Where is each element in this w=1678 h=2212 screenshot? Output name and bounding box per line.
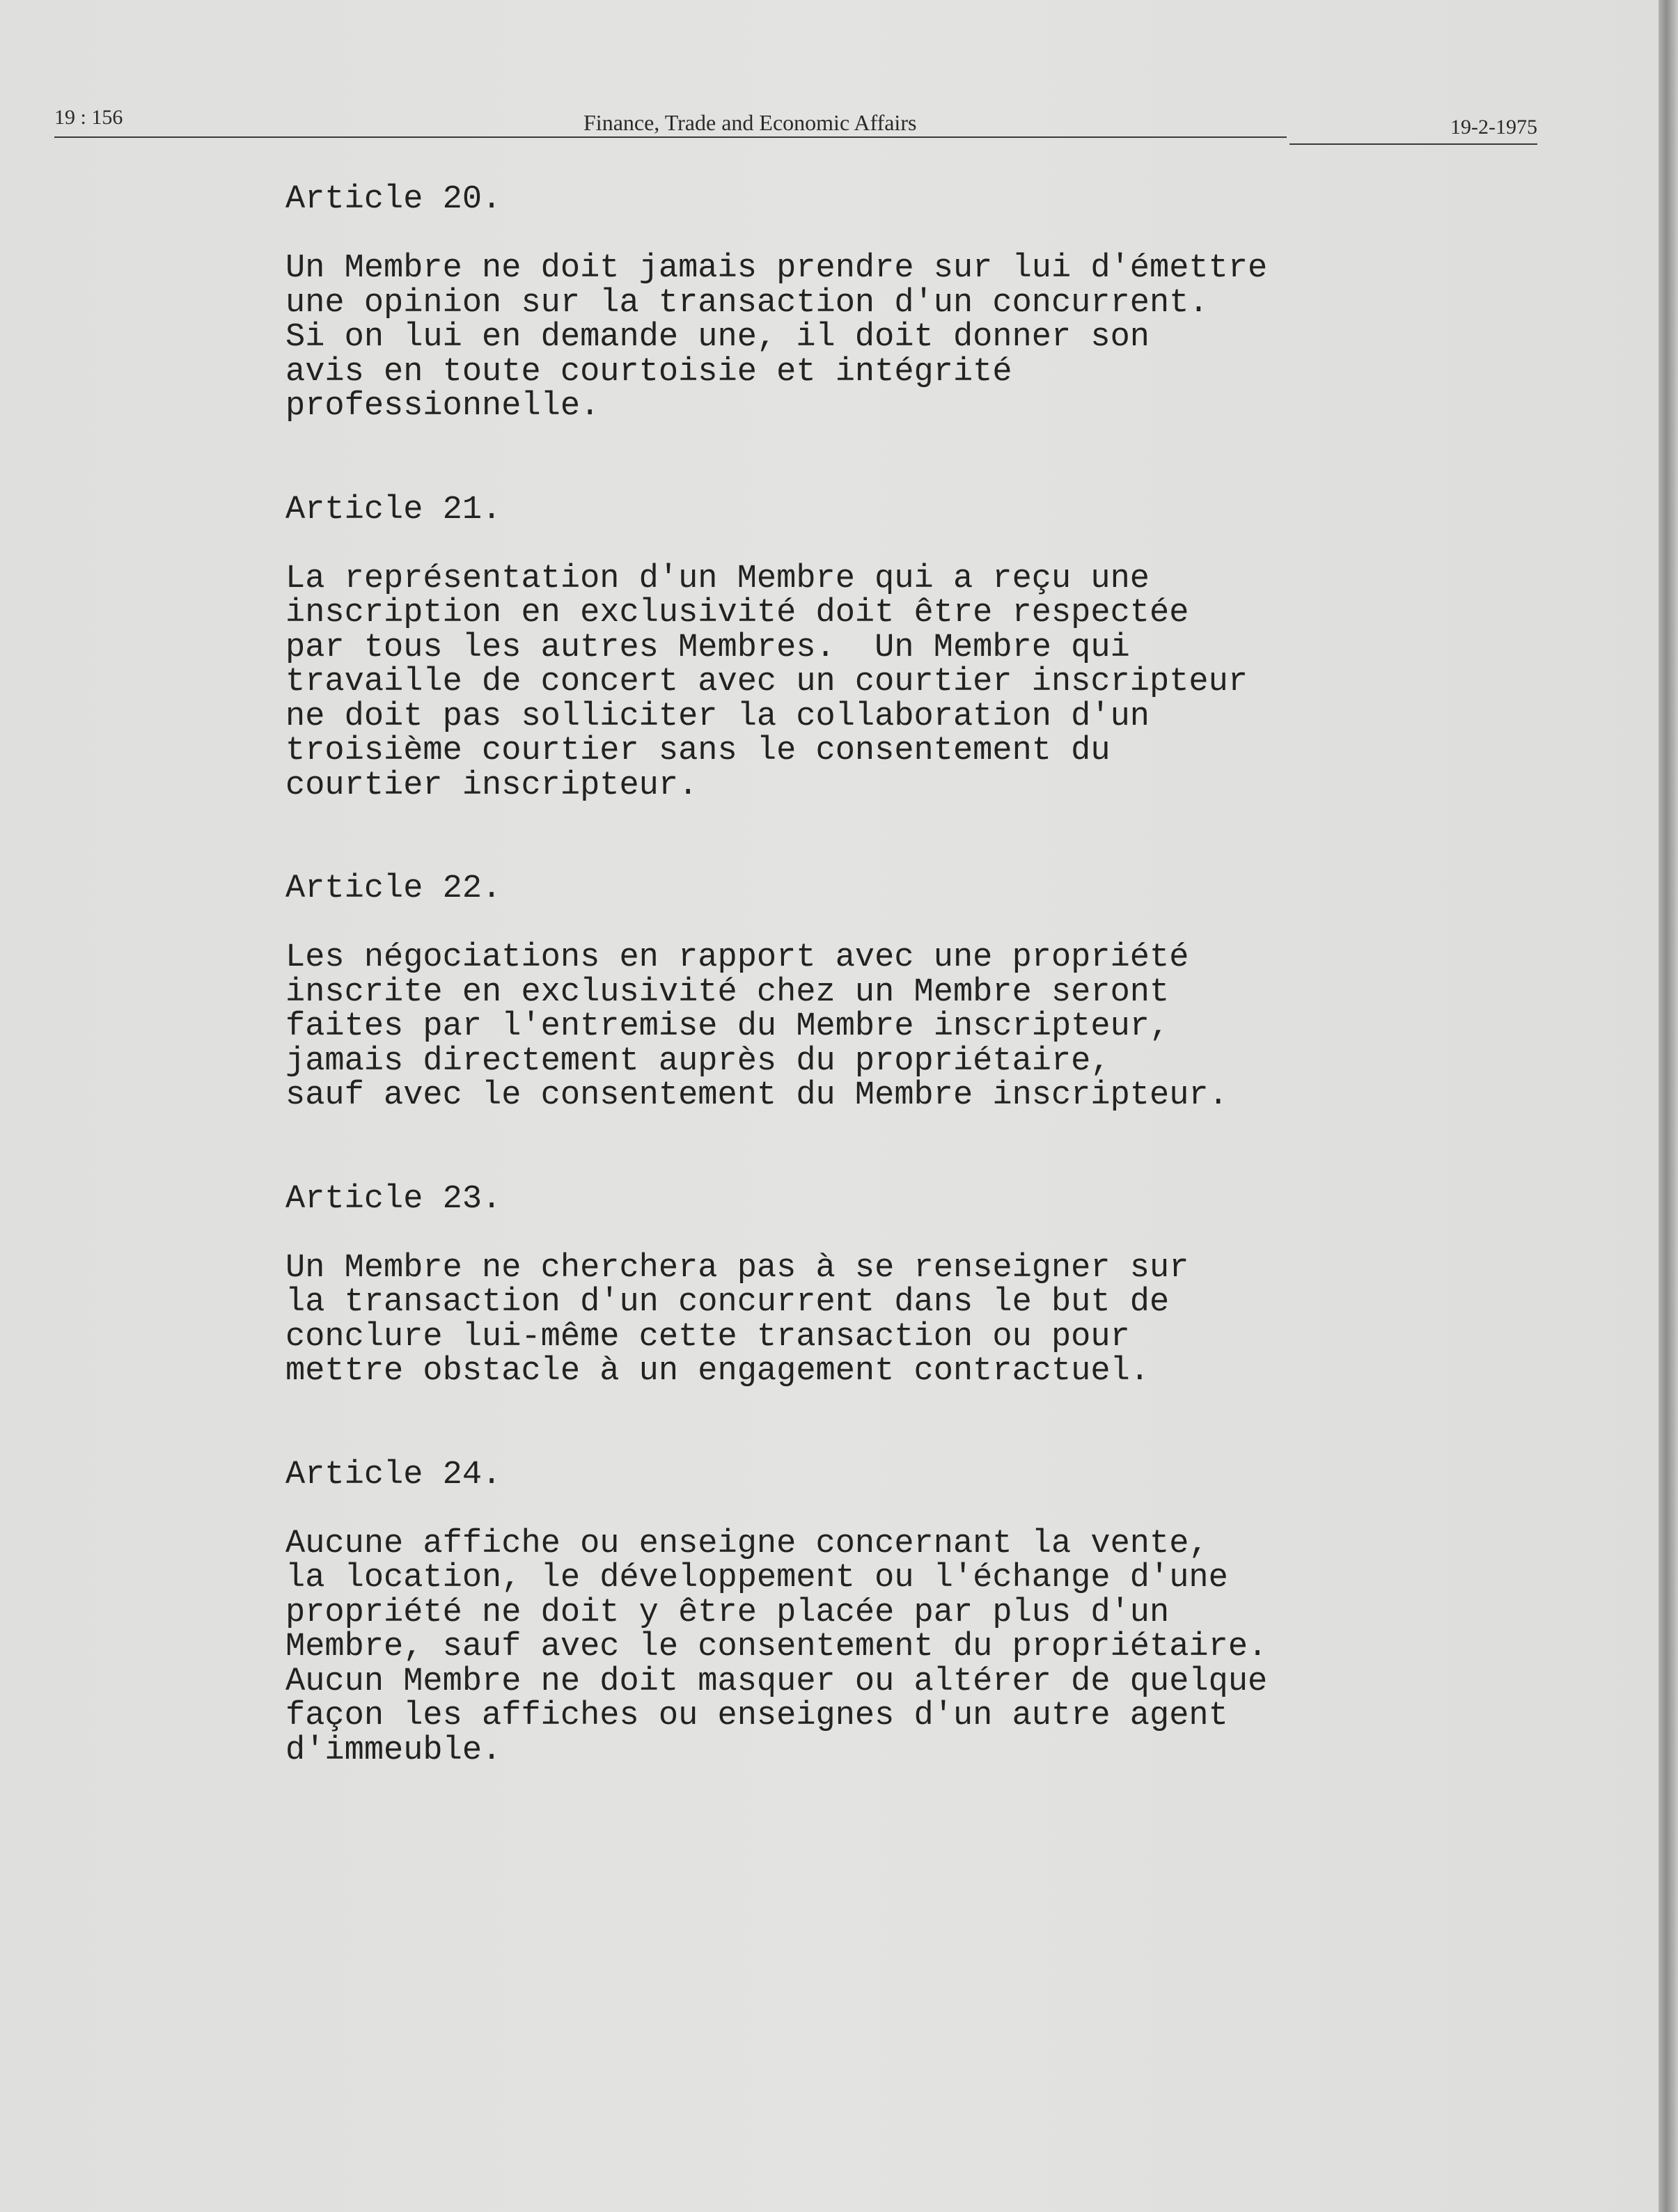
text-line: une opinion sur la transaction d'un concurrent. [285, 284, 1209, 322]
text-line: Un Membre ne cherchera pas à se renseigner sur [285, 1249, 1189, 1287]
text-line: jamais directement auprès du propriétaire, [285, 1042, 1111, 1080]
article-body [285, 1251, 1344, 1389]
article-23 [285, 1182, 1344, 1389]
page-number: 19 : 156 [54, 106, 123, 129]
text-line: Membre, sauf avec le consentement du propriétaire. [285, 1629, 1268, 1665]
article-list [285, 182, 1344, 1837]
article-body [285, 251, 1344, 424]
article-heading: Article 22. [285, 870, 502, 907]
text-line: troisième courtier sans le consentement du [285, 732, 1111, 769]
text-line: la location, le développement ou l'échange d'une [285, 1560, 1228, 1597]
article-heading: Article 21. [285, 491, 502, 528]
text-line: inscription en exclusivité doit être respectée [285, 595, 1189, 632]
text-line: mettre obstacle à un engagement contractuel. [285, 1353, 1150, 1390]
text-line: Aucun Membre ne doit masquer ou altérer de quelque [285, 1663, 1268, 1700]
text-line: par tous les autres Membres. Un Membre qui [285, 629, 1130, 666]
text-line: ne doit pas solliciter la collaboration d'un [285, 698, 1150, 735]
page-edge-shadow [1659, 0, 1678, 2212]
text-line: Aucune affiche ou enseigne concernant la vente, [285, 1525, 1209, 1562]
article-body [285, 1527, 1344, 1768]
text-line: courtier inscripteur. [285, 767, 698, 804]
article-body [285, 941, 1344, 1113]
article-heading: Article 20. [285, 181, 502, 218]
text-line: inscrite en exclusivité chez un Membre seront [285, 973, 1170, 1011]
text-line: la transaction d'un concurrent dans le but de [285, 1284, 1170, 1321]
text-line: Les négociations en rapport avec une propriété [285, 939, 1189, 976]
text-line: travaille de concert avec un courtier inscripteur [285, 664, 1248, 700]
text-line: Si on lui en demande une, il doit donner son [285, 319, 1150, 356]
article-body [285, 562, 1344, 803]
article-20 [285, 182, 1344, 424]
text-line: faites par l'entremise du Membre inscripteur, [285, 1008, 1170, 1045]
text-line: conclure lui-même cette transaction ou pour [285, 1318, 1130, 1356]
text-line: La représentation d'un Membre qui a reçu une [285, 560, 1150, 597]
text-line: façon les affiches ou enseignes d'un autre agent [285, 1697, 1228, 1734]
text-line: propriété ne doit y être placée par plus d'un [285, 1594, 1170, 1631]
text-line: avis en toute courtoisie et intégrité [285, 353, 1012, 391]
article-heading: Article 23. [285, 1180, 502, 1218]
header-rule-right [1289, 143, 1537, 145]
article-heading: Article 24. [285, 1456, 502, 1493]
header-rule [54, 136, 1287, 138]
running-title: Finance, Trade and Economic Affairs [583, 110, 917, 135]
text-line: d'immeuble. [285, 1732, 502, 1769]
article-21 [285, 493, 1344, 803]
article-24 [285, 1458, 1344, 1768]
text-line: Un Membre ne doit jamais prendre sur lui d'émettre [285, 250, 1268, 287]
article-22 [285, 872, 1344, 1113]
text-line: professionnelle. [285, 388, 600, 425]
sitting-date: 19-2-1975 [1450, 116, 1537, 139]
text-line: sauf avec le consentement du Membre inscripteur. [285, 1077, 1228, 1114]
